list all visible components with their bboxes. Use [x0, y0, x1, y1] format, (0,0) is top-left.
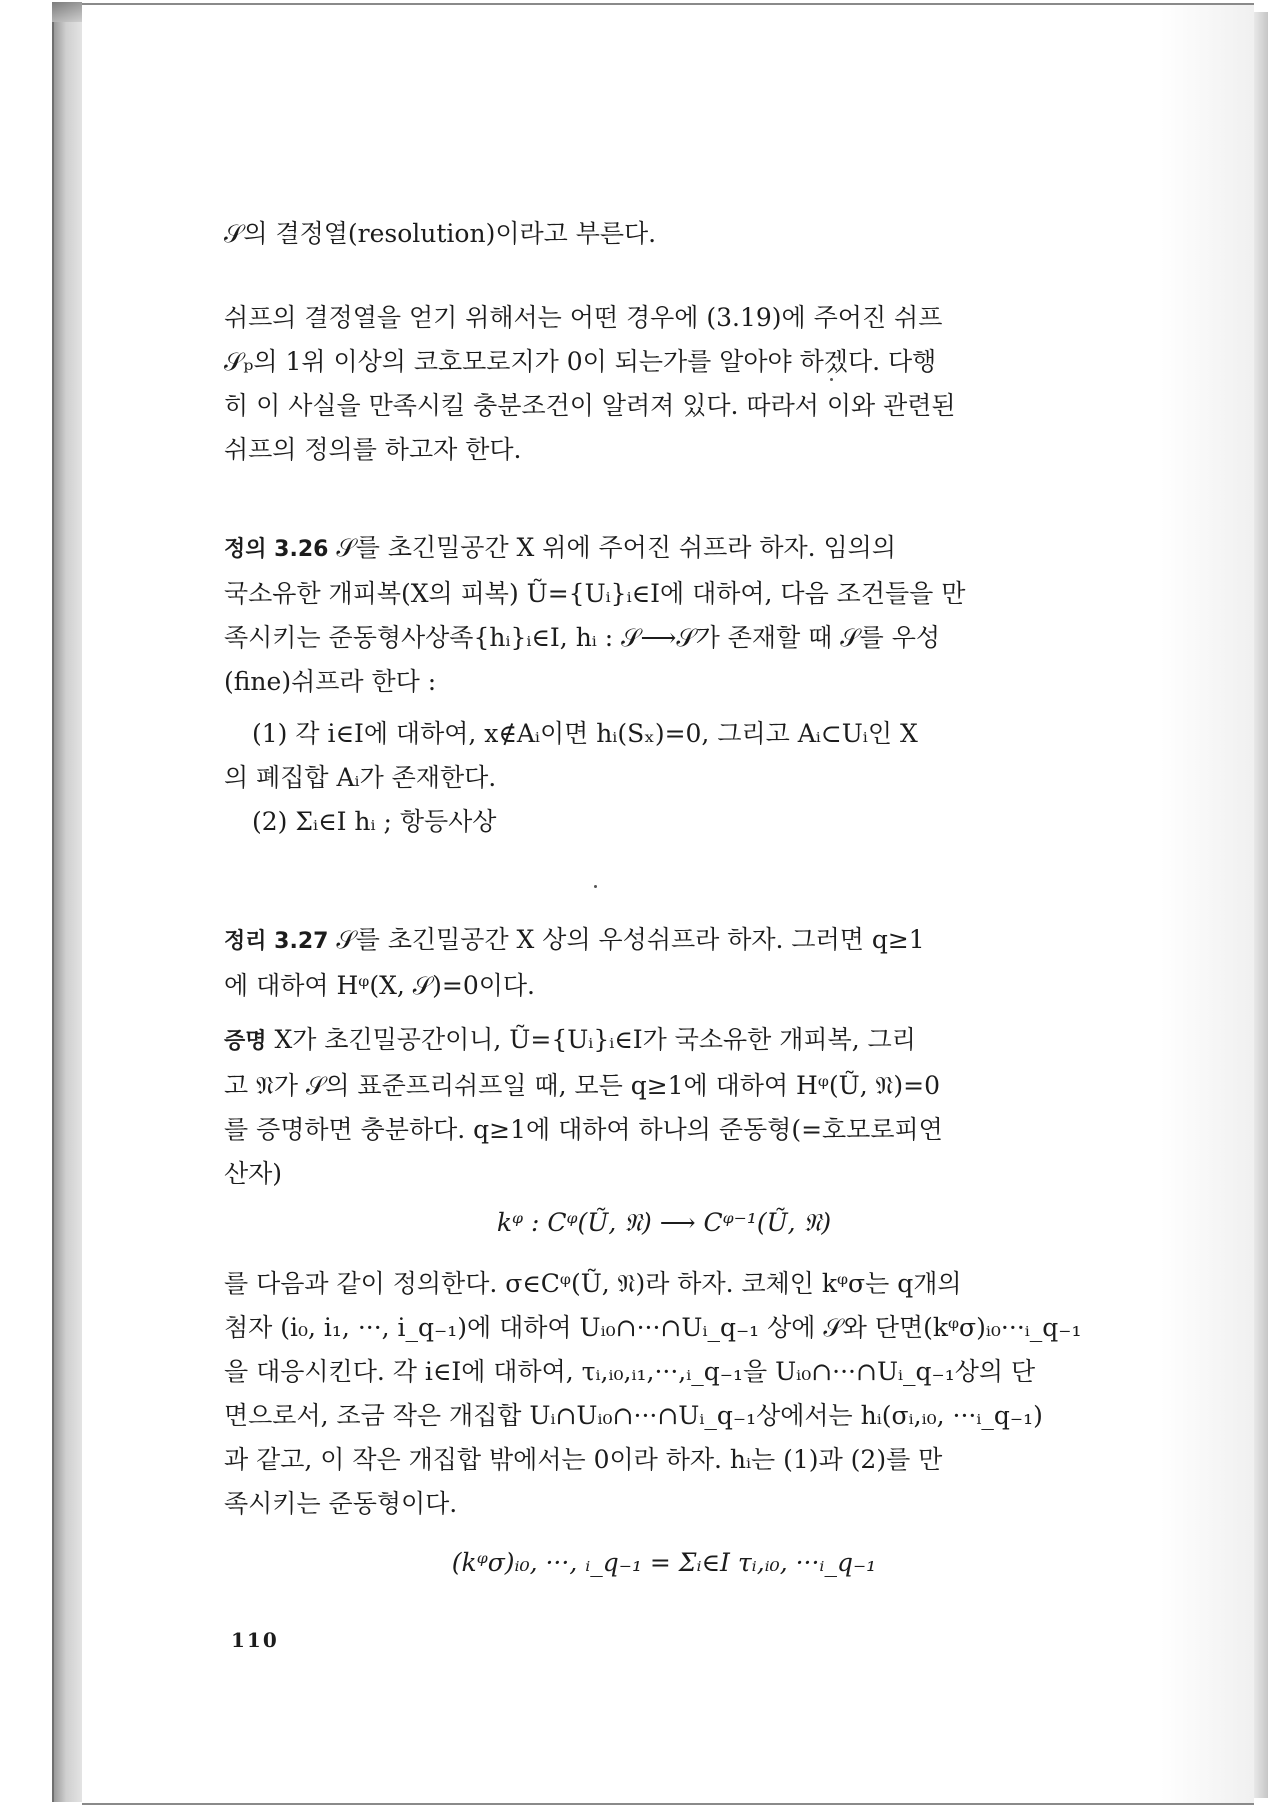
opening-line — [224, 212, 1104, 256]
definition-text: 𝒮를 초긴밀공간 X 위에 주어진 쉬프라 하자. 임의의 — [328, 533, 896, 562]
condition-1-line: (1) 각 i∈I에 대하여, x∉Aᵢ이면 hᵢ(Sₓ)=0, 그리고 Aᵢ⊂Uᵢ인 X — [252, 719, 918, 748]
text-line: 첨자 (i₀, i₁, ···, i_q₋₁)에 대하여 Uᵢ₀∩···∩Uᵢ_q₋₁ 상에 𝒮와 단면(kᵠσ)ᵢ₀···ᵢ_q₋₁ — [224, 1313, 1082, 1342]
proof-continued — [224, 1262, 1104, 1526]
page-corner-fold — [52, 2, 82, 22]
book-spine-edge — [52, 4, 84, 1802]
book-page — [82, 3, 1254, 1805]
scan-speck — [830, 378, 833, 381]
theorem-label: 정리 3.27 — [224, 929, 329, 954]
condition-2-line: (2) Σᵢ∈I hᵢ ; 항등사상 — [252, 807, 497, 836]
proof-label: 증명 — [224, 1029, 267, 1054]
definition-3-26 — [224, 526, 1104, 704]
page-number: 110 — [231, 1628, 279, 1652]
page-right-edge — [1254, 12, 1268, 1798]
definition-first-line — [224, 526, 1104, 572]
text-line: 국소유한 개피복(X의 피복) Ũ={Uᵢ}ᵢ∈I에 대하여, 다음 조건들을 만 — [224, 579, 966, 608]
scan-speck — [594, 885, 597, 888]
text-line: 고 𝔑가 𝒮의 표준프리쉬프일 때, 모든 q≥1에 대하여 Hᵠ(Ũ, 𝔑)=0 — [224, 1071, 940, 1100]
homotopy-operator-equation: kᵠ : Cᵠ(Ũ, 𝔑) ⟶ Cᵠ⁻¹(Ũ, 𝔑) — [496, 1208, 832, 1237]
theorem-first-line — [224, 918, 1104, 964]
text-line: (fine)쉬프라 한다 : — [224, 667, 437, 696]
proof — [224, 1018, 1104, 1196]
text-line: 을 대응시킨다. 각 i∈I에 대하여, τᵢ,ᵢ₀,ᵢ₁,···,ᵢ_q₋₁을 Uᵢ₀∩···∩Uᵢ_q₋₁상의 단 — [224, 1357, 1036, 1386]
text-line: 히 이 사실을 만족시킬 충분조건이 알려져 있다. 따라서 이와 관련된 — [224, 391, 956, 420]
definition-conditions — [224, 712, 1104, 844]
text-line: 를 다음과 같이 정의한다. σ∈Cᵠ(Ũ, 𝔑)라 하자. 코체인 kᵠσ는 q개의 — [224, 1269, 962, 1298]
condition-1-line: 의 폐집합 Aᵢ가 존재한다. — [224, 763, 497, 792]
paragraph-1 — [224, 296, 1104, 472]
text-line: 쉬프의 정의를 하고자 한다. — [224, 435, 522, 464]
text-line: 𝒮의 결정열(resolution)이라고 부른다. — [224, 219, 657, 248]
text-line: 과 같고, 이 작은 개집합 밖에서는 0이라 하자. hᵢ는 (1)과 (2)를 만 — [224, 1445, 943, 1474]
theorem-3-27 — [224, 918, 1104, 1008]
text-line: 에 대하여 Hᵠ(X, 𝒮)=0이다. — [224, 971, 535, 1000]
text-line: 𝒮ₚ의 1위 이상의 코호모로지가 0이 되는가를 알아야 하겠다. 다행 — [224, 347, 937, 376]
text-line: 를 증명하면 충분하다. q≥1에 대하여 하나의 준동형(=호모로피연 — [224, 1115, 943, 1144]
definition-label: 정의 3.26 — [224, 537, 329, 562]
proof-text: X가 초긴밀공간이니, Ũ={Uᵢ}ᵢ∈I가 국소유한 개피복, 그리 — [266, 1025, 916, 1054]
cochain-sum-equation: (kᵠσ)ᵢ₀, ···, ᵢ_q₋₁ = Σᵢ∈I τᵢ,ᵢ₀, ···ᵢ_q₋₁ — [451, 1548, 877, 1577]
proof-first-line — [224, 1018, 1104, 1064]
text-line: 족시키는 준동형이다. — [224, 1489, 458, 1518]
text-line: 쉬프의 결정열을 얻기 위해서는 어떤 경우에 (3.19)에 주어진 쉬프 — [224, 303, 943, 332]
text-line: 족시키는 준동형사상족{hᵢ}ᵢ∈I, hᵢ : 𝒮⟶𝒮가 존재할 때 𝒮를 우성 — [224, 623, 941, 652]
text-line: 산자) — [224, 1159, 283, 1188]
theorem-text: 𝒮를 초긴밀공간 X 상의 우성쉬프라 하자. 그러면 q≥1 — [328, 925, 925, 954]
text-line: 면으로서, 조금 작은 개집합 Uᵢ∩Uᵢ₀∩···∩Uᵢ_q₋₁상에서는 hᵢ(σᵢ,ᵢ₀, ···ᵢ_q₋₁) — [224, 1401, 1043, 1430]
